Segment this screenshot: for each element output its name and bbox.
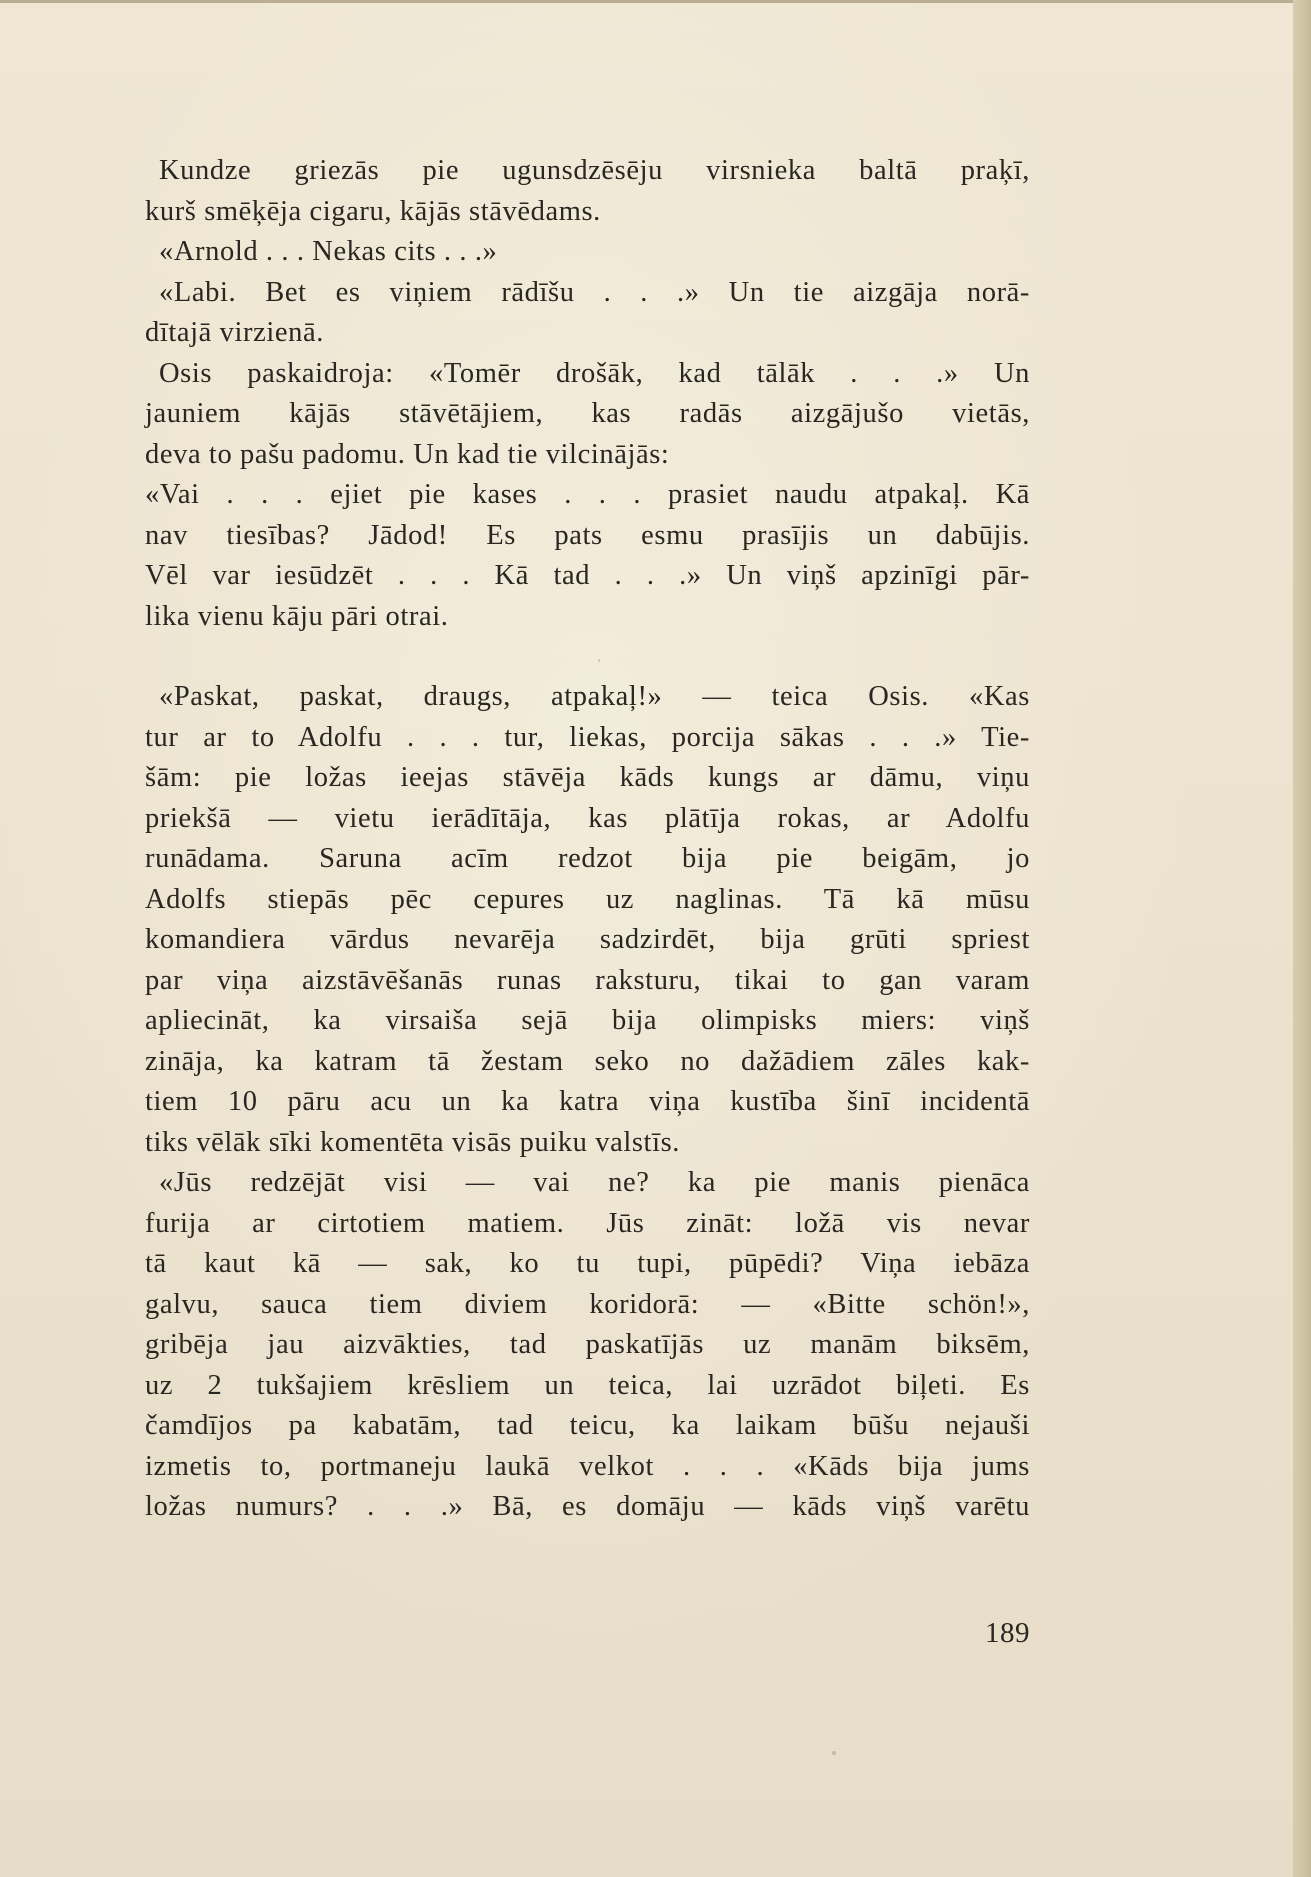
text-line: par viņa aizstāvēšanās runas raksturu, tikai to gan varam: [145, 964, 1030, 996]
page-gutter: [1293, 0, 1311, 1877]
text-line: dītajā virzienā.: [145, 317, 324, 348]
text-line: «Vai . . . ejiet pie kases . . . prasiet naudu atpakaļ. Kā: [145, 479, 1030, 510]
text-line: runādama. Saruna acīm redzot bija pie beigām, jo: [145, 843, 1030, 874]
text-line: ložas numurs? . . .» Bā, es domāju — kāds viņš varētu: [145, 1491, 1030, 1522]
text-line: gribēja jau aizvākties, tad paskatījās uz manām biksēm,: [145, 1329, 1030, 1360]
text-line: lika vienu kāju pāri otrai.: [145, 600, 449, 632]
text-line: furija ar cirtotiem matiem. Jūs zināt: ložā vis nevar: [145, 1207, 1030, 1239]
text-line: tur ar to Adolfu . . . tur, liekas, porcija sākas . . .» Tie-: [145, 721, 1030, 753]
page-top-edge: [0, 0, 1311, 3]
text-line: šām: pie ložas ieejas stāvēja kāds kungs ar dāmu, viņu: [145, 762, 1030, 793]
text-line: izmetis to, portmaneju laukā velkot . . . «Kāds bija jums: [145, 1450, 1030, 1482]
text-line: komandiera vārdus nevarēja sadzirdēt, bija grūti spriest: [145, 924, 1030, 955]
text-line: priekšā — vietu ierādītāja, kas plātīja rokas, ar Adolfu: [145, 802, 1030, 834]
text-line: apliecināt, ka virsaiša sejā bija olimpisks miers: viņš: [145, 1005, 1030, 1036]
text-line: kurš smēķēja cigaru, kājās stāvēdams.: [145, 195, 601, 227]
text-line: galvu, sauca tiem diviem koridorā: — «Bitte schön!»,: [145, 1288, 1030, 1320]
text-line: Osis paskaidroja: «Tomēr drošāk, kad tālāk . . .» Un: [159, 357, 1030, 389]
text-line: «Paskat, paskat, draugs, atpakaļ!» — teica Osis. «Kas: [159, 681, 1030, 712]
text-line: tā kaut kā — sak, ko tu tupi, pūpēdi? Viņa iebāza: [145, 1248, 1030, 1279]
page-number: 189: [985, 1617, 1030, 1649]
text-line: «Arnold . . . Nekas cits . . .»: [159, 236, 498, 267]
paper-speck: [832, 1751, 836, 1755]
text-line: Kundze griezās pie ugunsdzēsēju virsnieka baltā praķī,: [159, 155, 1030, 186]
text-line: čamdījos pa kabatām, tad teicu, ka laikam būšu nejauši: [145, 1410, 1030, 1441]
text-line: «Labi. Bet es viņiem rādīšu . . .» Un tie aizgāja norā-: [159, 276, 1030, 308]
body-text: [145, 151, 1030, 1528]
text-line: tiks vēlāk sīki komentēta visās puiku valstīs.: [145, 1126, 681, 1158]
text-line: Vēl var iesūdzēt . . . Kā tad . . .» Un viņš apzinīgi pār-: [145, 560, 1030, 591]
text-line: jauniem kājās stāvētājiem, kas radās aizgājušo vietās,: [145, 398, 1030, 429]
text-line: zināja, ka katram tā žestam seko no dažādiem zāles kak-: [145, 1045, 1030, 1077]
text-line: uz 2 tukšajiem krēsliem un teica, lai uzrādot biļeti. Es: [145, 1369, 1030, 1401]
text-line: «Jūs redzējāt visi — vai ne? ka pie manis pienāca: [159, 1167, 1030, 1198]
text-line: deva to pašu padomu. Un kad tie vilcinājās:: [145, 438, 670, 470]
paragraph-gap: [145, 637, 1030, 677]
paper-speck: [598, 659, 600, 662]
text-line: nav tiesības? Jādod! Es pats esmu prasījis un dabūjis.: [145, 519, 1030, 551]
text-line: tiem 10 pāru acu un ka katra viņa kustība šinī incidentā: [145, 1086, 1030, 1117]
text-line: Adolfs stiepās pēc cepures uz naglinas. Tā kā mūsu: [145, 883, 1030, 915]
